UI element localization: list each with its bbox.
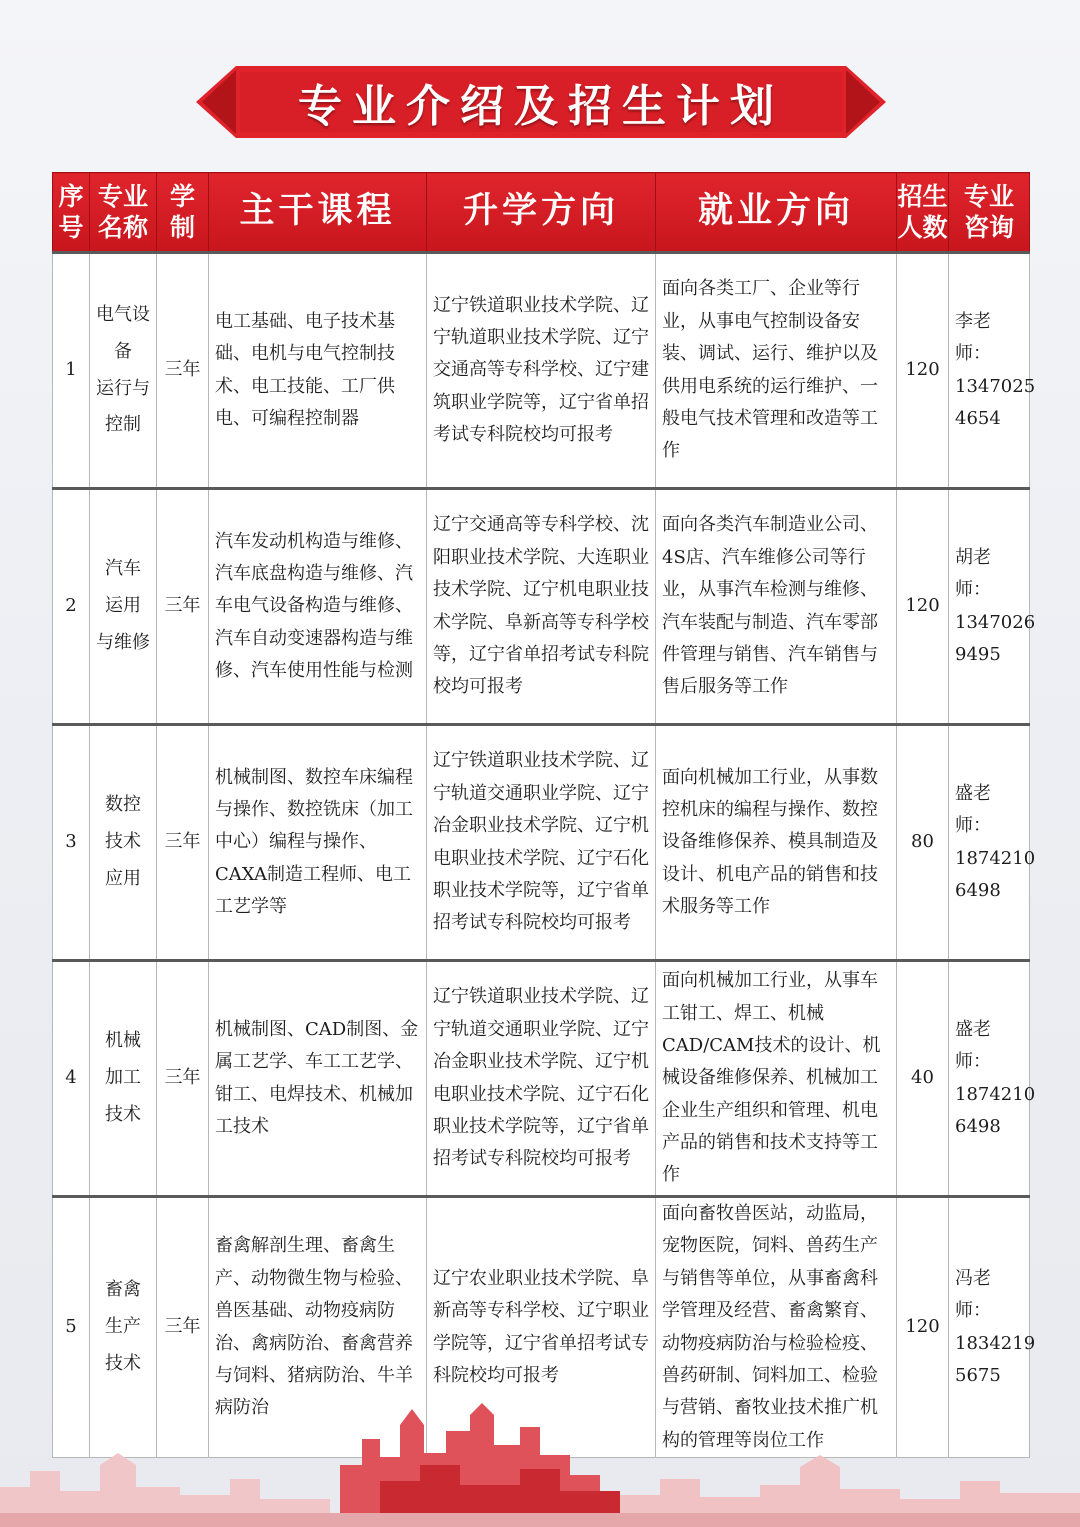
contact: 李老师： 1347025 4654 <box>949 253 1030 489</box>
major-name: 畜禽 生产 技术 <box>90 1197 157 1458</box>
major-name: 汽车 运用 与维修 <box>90 489 157 725</box>
enrollment-count: 120 <box>897 1197 949 1458</box>
main-courses: 电工基础、电子技术基础、电机与电气控制技术、电工技能、工厂供电、可编程控制器 <box>209 253 427 489</box>
header-enrollment: 招生 人数 <box>897 173 949 253</box>
header-duration: 学 制 <box>157 173 209 253</box>
major-name: 数控 技术 应用 <box>90 725 157 961</box>
enrollment-count: 120 <box>897 489 949 725</box>
table-row <box>53 489 1030 725</box>
enrollment-table <box>52 172 1036 1458</box>
header-consult: 专业 咨询 <box>949 173 1030 253</box>
header-employment: 就业方向 <box>656 173 897 253</box>
table-row <box>53 961 1030 1197</box>
city-skyline-decoration <box>0 1395 1080 1527</box>
enrollment-count: 120 <box>897 253 949 489</box>
enrollment-count: 40 <box>897 961 949 1197</box>
contact: 盛老师： 1874210 6498 <box>949 961 1030 1197</box>
contact: 胡老师： 1347026 9495 <box>949 489 1030 725</box>
employment: 面向畜牧兽医站，动监局，宠物医院，饲料、兽药生产与销售等单位，从事畜禽科学管理及经营、畜禽繁育、动物疫病防治与检验检疫、兽药研制、饲料加工、检验与营销、畜牧业技术推广机构的管理等岗位工作 <box>656 1197 897 1458</box>
further-study: 辽宁农业职业技术学院、阜新高等专科学校、辽宁职业学院等，辽宁省单招考试专科院校均可报考 <box>427 1197 656 1458</box>
main-courses: 畜禽解剖生理、畜禽生产、动物微生物与检验、兽医基础、动物疫病防治、禽病防治、畜禽营养与饲料、猪病防治、牛羊病防治 <box>209 1197 427 1458</box>
major-name: 电气设备 运行与 控制 <box>90 253 157 489</box>
row-num: 3 <box>53 725 90 961</box>
page-title: 专业介绍及招生计划 <box>298 81 784 132</box>
enrollment-count: 80 <box>897 725 949 961</box>
duration: 三年 <box>157 725 209 961</box>
employment: 面向机械加工行业，从事数控机床的编程与操作、数控设备维修保养、模具制造及设计、机电产品的销售和技术服务等工作 <box>656 725 897 961</box>
row-num: 2 <box>53 489 90 725</box>
title-banner <box>196 66 886 138</box>
duration: 三年 <box>157 961 209 1197</box>
employment: 面向各类工厂、企业等行业，从事电气控制设备安装、调试、运行、维护以及供用电系统的运行维护、一般电气技术管理和改造等工作 <box>656 253 897 489</box>
main-courses: 汽车发动机构造与维修、汽车底盘构造与维修、汽车电气设备构造与维修、汽车自动变速器构造与维修、汽车使用性能与检测 <box>209 489 427 725</box>
table-row <box>53 725 1030 961</box>
main-courses: 机械制图、数控车床编程与操作、数控铣床（加工中心）编程与操作、CAXA制造工程师、电工工艺学等 <box>209 725 427 961</box>
contact: 盛老师： 1874210 6498 <box>949 725 1030 961</box>
header-num: 序 号 <box>53 173 90 253</box>
further-study: 辽宁铁道职业技术学院、辽宁轨道交通职业学院、辽宁冶金职业技术学院、辽宁机电职业技术学院、辽宁石化职业技术学院等，辽宁省单招考试专科院校均可报考 <box>427 725 656 961</box>
duration: 三年 <box>157 489 209 725</box>
further-study: 辽宁铁道职业技术学院、辽宁轨道职业技术学院、辽宁交通高等专科学校、辽宁建筑职业学院等，辽宁省单招考试专科院校均可报考 <box>427 253 656 489</box>
further-study: 辽宁交通高等专科学校、沈阳职业技术学院、大连职业技术学院、辽宁机电职业技术学院、阜新高等专科学校等，辽宁省单招考试专科院校均可报考 <box>427 489 656 725</box>
header-further-study: 升学方向 <box>427 173 656 253</box>
header-courses: 主干课程 <box>209 173 427 253</box>
duration: 三年 <box>157 253 209 489</box>
further-study: 辽宁铁道职业技术学院、辽宁轨道交通职业学院、辽宁冶金职业技术学院、辽宁机电职业技术学院、辽宁石化职业技术学院等，辽宁省单招考试专科院校均可报考 <box>427 961 656 1197</box>
main-courses: 机械制图、CAD制图、金属工艺学、车工工艺学、钳工、电焊技术、机械加工技术 <box>209 961 427 1197</box>
table-header-row <box>53 173 1030 253</box>
header-name: 专业 名称 <box>90 173 157 253</box>
table-row <box>53 253 1030 489</box>
row-num: 4 <box>53 961 90 1197</box>
row-num: 5 <box>53 1197 90 1458</box>
employment: 面向各类汽车制造业公司、4S店、汽车维修公司等行业，从事汽车检测与维修、汽车装配与制造、汽车零部件管理与销售、汽车销售与售后服务等工作 <box>656 489 897 725</box>
duration: 三年 <box>157 1197 209 1458</box>
employment: 面向机械加工行业，从事车工钳工、焊工、机械CAD/CAM技术的设计、机械设备维修保养、机械加工企业生产组织和管理、机电产品的销售和技术支持等工作 <box>656 961 897 1197</box>
contact: 冯老师： 1834219 5675 <box>949 1197 1030 1458</box>
row-num: 1 <box>53 253 90 489</box>
major-name: 机械 加工 技术 <box>90 961 157 1197</box>
